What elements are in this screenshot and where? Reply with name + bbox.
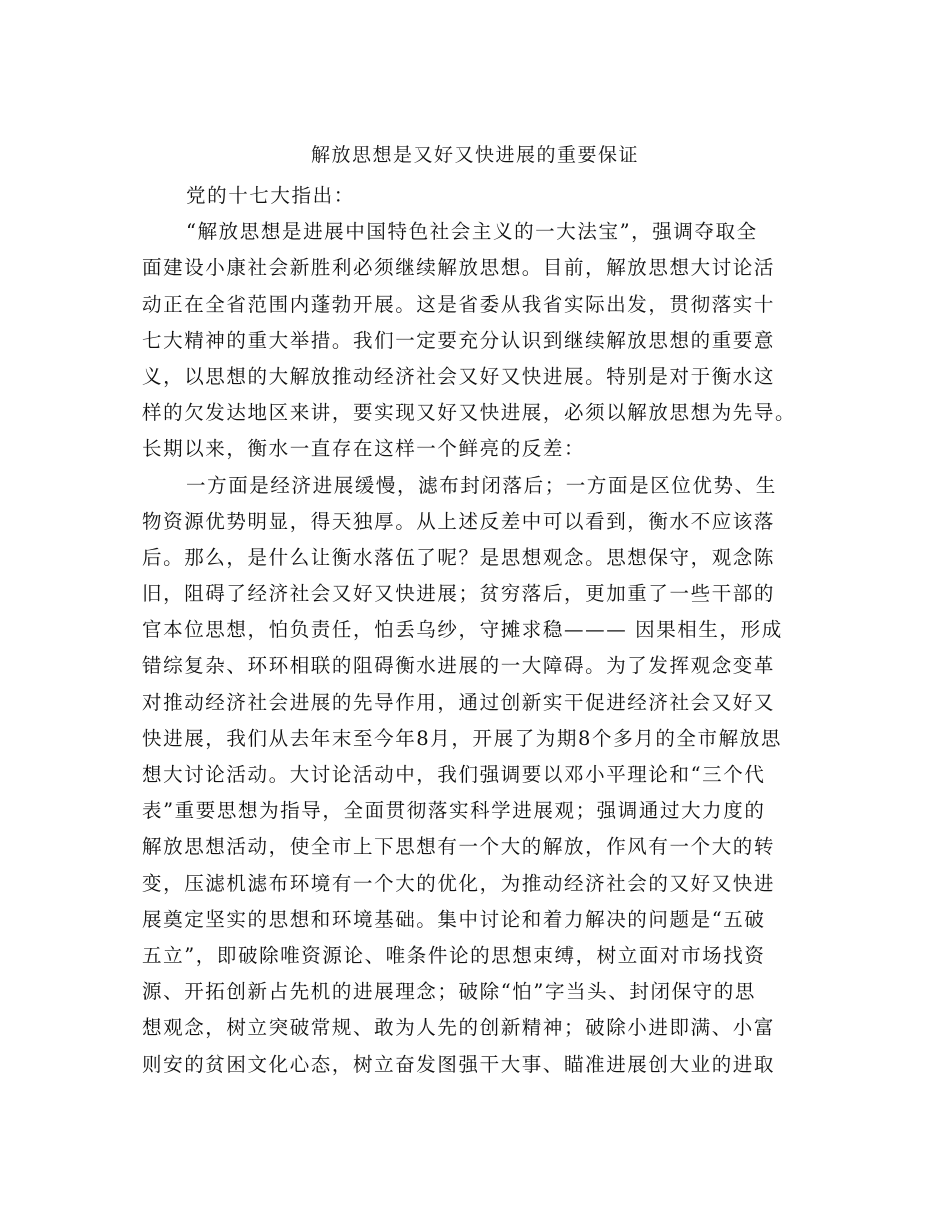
text-line: 官本位思想，怕负责任，怕丢乌纱，守摊求稳——— 因果相生，形成	[142, 618, 783, 642]
text-line: 七大精神的重大举措。我们一定要充分认识到继续解放思想的重要意	[142, 328, 776, 352]
text-line: 展奠定坚实的思想和环境基础。集中讨论和着力解决的问题是“五破	[142, 907, 766, 931]
text-line: 源、开拓创新占先机的进展理念；破除“怕”字当头、封闭保守的思	[142, 980, 756, 1004]
text-line: 一方面是经济进展缓慢，滤布封闭落后；一方面是区位优势、生	[186, 473, 777, 497]
text-line: 面建设小康社会新胜利必须继续解放思想。目前，解放思想大讨论活	[142, 256, 776, 280]
text-line: 想大讨论活动。大讨论活动中，我们强调要以邓小平理论和“三个代	[142, 763, 766, 786]
text-line: 义，以思想的大解放推动经济社会又好又快进展。特别是对于衡水这	[142, 364, 776, 388]
text-line: 旧，阻碍了经济社会又好又快进展；贫穷落后，更加重了一些干部的	[142, 582, 776, 606]
text-line: 解放思想活动，使全市上下思想有一个大的解放，作风有一个大的转	[142, 835, 776, 859]
text-line: 样的欠发达地区来讲，要实现又好又快进展，必须以解放思想为先导。	[142, 401, 797, 425]
text-line: 表”重要思想为指导，全面贯彻落实科学进展观；强调通过大力度的	[142, 799, 766, 823]
text-line: 五立”，即破除唯资源论、唯条件论的思想束缚，树立面对市场找资	[142, 943, 766, 967]
text-line: 后。那么，是什么让衡水落伍了呢？是思想观念。思想保守，观念陈	[142, 545, 776, 569]
text-line: 动正在全省范围内蓬勃开展。这是省委从我省实际出发，贯彻落实十	[142, 292, 776, 316]
text-line: 想观念，树立突破常规、敢为人先的创新精神；破除小进即满、小富	[142, 1016, 776, 1040]
text-line: 党的十七大指出：	[186, 184, 355, 207]
document-title: 解放思想是又好又快进展的重要保证	[310, 144, 639, 166]
document-body	[142, 178, 810, 1083]
text-line: 错综复杂、环环相联的阻碍衡水进展的一大障碍。为了发挥观念变革	[142, 654, 776, 678]
text-line: “解放思想是进展中国特色社会主义的一大法宝”，强调夺取全	[186, 220, 758, 244]
text-line: 快进展，我们从去年末至今年8月，开展了为期8个多月的全市解放思	[142, 726, 782, 750]
text-line: 长期以来，衡水一直存在这样一个鲜亮的反差：	[142, 437, 586, 461]
text-line: 对推动经济社会进展的先导作用，通过创新实干促进经济社会又好又	[142, 690, 776, 714]
text-line: 变，压滤机滤布环境有一个大的优化，为推动经济社会的又好又快进	[142, 871, 776, 895]
text-line: 则安的贫困文化心态，树立奋发图强干大事、瞄准进展创大业的进取	[142, 1052, 776, 1076]
text-line: 物资源优势明显，得天独厚。从上述反差中可以看到，衡水不应该落	[142, 509, 776, 533]
